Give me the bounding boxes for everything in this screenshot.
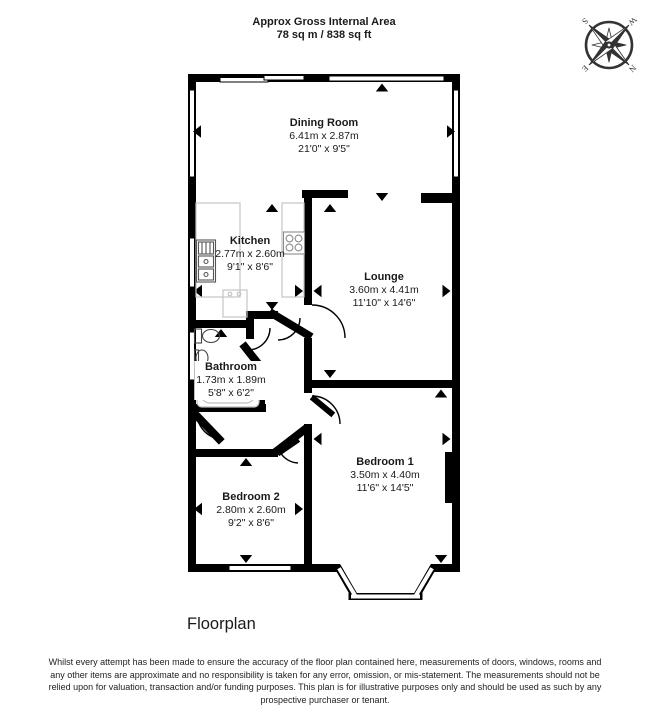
hall-bedroom2-diagonal-wall xyxy=(196,415,219,439)
arrow-bedroom1-down xyxy=(435,555,447,563)
room-name: Kitchen xyxy=(229,235,271,247)
compass-rose-icon xyxy=(556,0,650,98)
arrow-kitchen-down xyxy=(266,302,278,310)
room-imperial: 21'0" x 9'5" xyxy=(298,143,350,155)
window-kitchen-left xyxy=(190,238,195,287)
arrow-bedroom1-up xyxy=(435,390,447,398)
arrow-bedroom2-right xyxy=(295,503,303,515)
room-name: Bedroom 1 xyxy=(356,456,414,468)
arrow-lounge-left xyxy=(314,285,322,297)
room-label-lounge xyxy=(349,271,418,310)
hall-diagonal-wall xyxy=(273,314,308,335)
arrow-dining-up xyxy=(376,84,388,92)
window-bedroom2-bottom xyxy=(229,566,291,571)
room-imperial: 5'8" x 6'2" xyxy=(208,387,254,399)
room-imperial: 11'6" x 14'5" xyxy=(356,482,414,494)
room-label-bedroom2 xyxy=(216,491,285,530)
room-name: Bedroom 2 xyxy=(222,491,280,503)
room-label-kitchen xyxy=(215,235,284,274)
floorplan-caption: Floorplan xyxy=(187,615,256,633)
window-dining-top-right xyxy=(329,76,444,81)
sink-icon xyxy=(197,240,216,282)
room-label-dining xyxy=(289,117,358,156)
room-metric: 1.73m x 1.89m xyxy=(196,374,266,386)
room-label-bedroom1 xyxy=(350,456,419,495)
disclaimer-text: Whilst every attempt has been made to ensure the accuracy of the floor plan contained here, measurements of doors, windows, rooms and any other items are approximate and no responsibility is taken for any error, omission, or mis-statement. The measurements should not be relied upon for valuation, transaction and/or funding purposes. This plan is for illustrative purposes only and should be used as such by any prospective purchaser or tenant. xyxy=(48,657,602,705)
room-name: Bathroom xyxy=(205,361,257,373)
arrow-bedroom1-right xyxy=(443,433,451,445)
room-imperial: 9'1" x 8'6" xyxy=(227,261,273,273)
room-metric: 2.77m x 2.60m xyxy=(215,248,285,260)
arrow-lounge-down xyxy=(324,370,336,378)
room-imperial: 11'10" x 14'6" xyxy=(352,297,416,309)
window-dining-left xyxy=(190,90,195,177)
plan-title-line1: Approx Gross Internal Area xyxy=(252,16,396,28)
compass-west-label: W xyxy=(626,14,640,28)
arrow-lounge-right xyxy=(443,285,451,297)
arrow-bedroom1-left xyxy=(314,433,322,445)
arrow-kitchen-right xyxy=(295,285,303,297)
room-metric: 6.41m x 2.87m xyxy=(289,130,359,142)
bay-window xyxy=(339,569,432,597)
compass-north-label: N xyxy=(626,62,639,75)
hob-icon xyxy=(284,232,305,254)
room-label-bathroom xyxy=(194,361,267,400)
window-dining-top-left xyxy=(220,78,268,83)
plan-title xyxy=(252,16,395,42)
arrow-bedroom2-up xyxy=(240,458,252,466)
window-dining-top-mid xyxy=(264,76,304,81)
arrow-dining-down xyxy=(376,193,388,201)
room-metric: 3.60m x 4.41m xyxy=(349,284,419,296)
plan-title-line2: 78 sq m / 838 sq ft xyxy=(276,29,372,41)
room-imperial: 9'2" x 8'6" xyxy=(228,517,274,529)
arrow-bathroom-up xyxy=(215,329,227,337)
arrow-lounge-up xyxy=(324,204,336,212)
room-metric: 3.50m x 4.40m xyxy=(350,469,420,481)
lounge-door-arc xyxy=(312,305,345,338)
room-name: Lounge xyxy=(364,271,404,283)
room-metric: 2.80m x 2.60m xyxy=(216,504,286,516)
compass-south-label: S xyxy=(580,16,591,27)
arrow-kitchen-up xyxy=(266,204,278,212)
window-dining-right xyxy=(454,90,459,177)
compass-east-label: E xyxy=(579,63,591,75)
room-name: Dining Room xyxy=(289,117,359,129)
arrow-bedroom2-down xyxy=(240,555,252,563)
wardrobe-block xyxy=(445,452,456,503)
